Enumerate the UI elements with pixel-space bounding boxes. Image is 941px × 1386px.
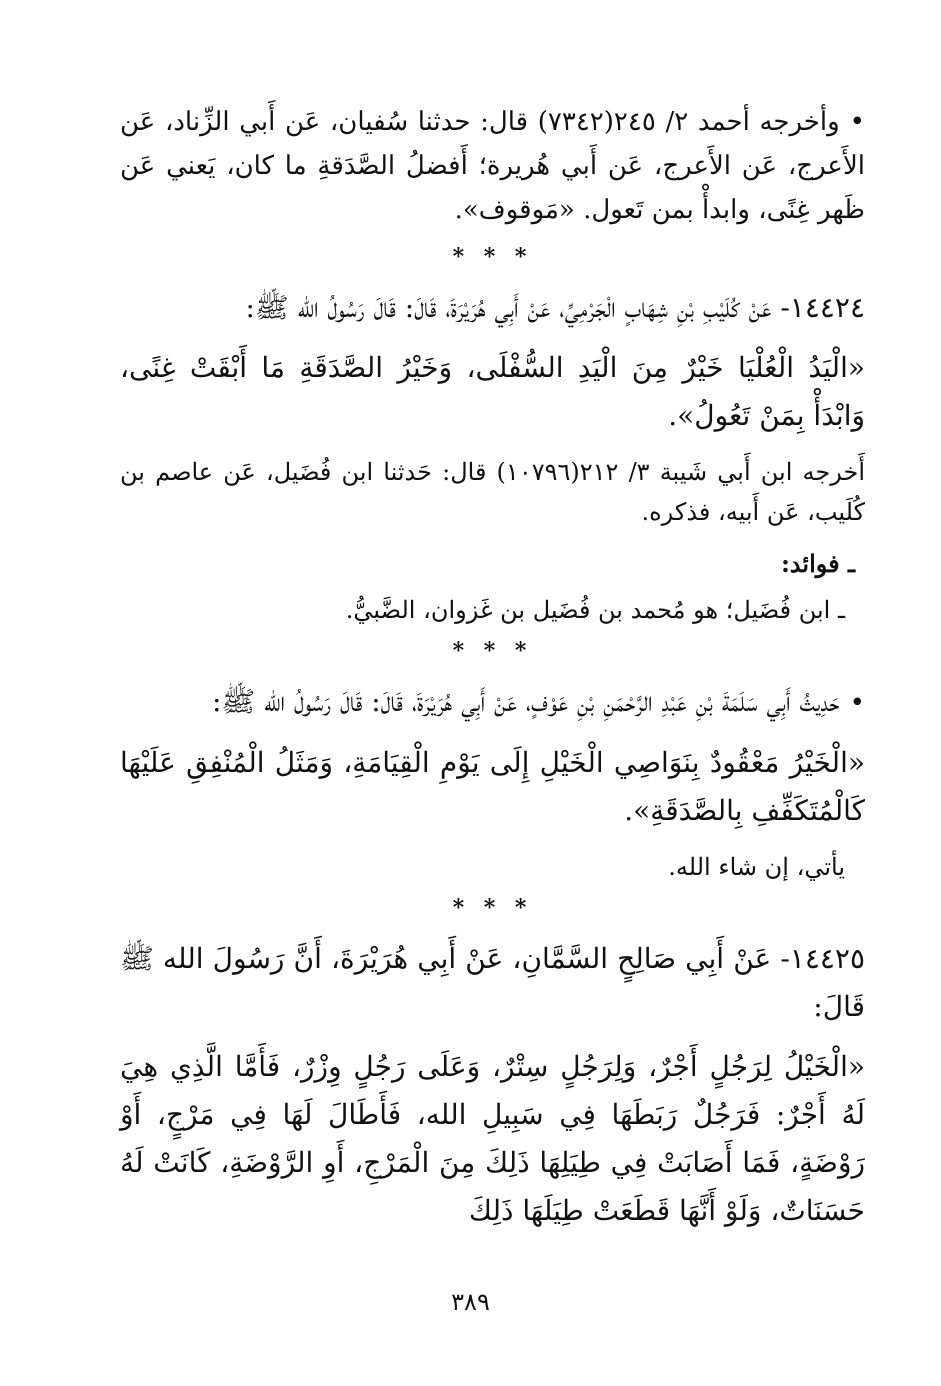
takhrij-ibn-abi-shayba: أَخرجه ابن أَبي شَيبة ٣/ ٢١٢(١٠٧٩٦) قال: حَدثنا ابن فُضَيل، عَن عاصم بن كُلَيب، عَن أَبيه، فذكره.: [120, 458, 865, 526]
hadith-14424-isnad: ١٤٤٢٤- عَنْ كُلَيْبِ بْنِ شِهَابٍ الْجَرْمِيِّ، عَنْ أَبِي هُرَيْرَةَ، قَالَ: قَالَ رَسُولُ الله ﷺ:: [245, 291, 865, 324]
bullet-mark: •: [849, 107, 865, 137]
hadith-14425-isnad: ١٤٤٢٥- عَنْ أَبِي صَالِحٍ السَّمَّانِ، عَنْ أَبِي هُرَيْرَةَ، أَنَّ رَسُولَ الله ﷺ قَالَ:: [120, 942, 865, 1023]
takhrij-ahmad-paragraph: [120, 100, 865, 232]
fawaid-note: ـ ابن فُضَيل؛ هو مُحمد بن فُضَيل بن غَزوان، الضَّبيُّ.: [345, 596, 845, 624]
hadith-abu-salama-matn: «الْخَيْرُ مَعْقُودٌ بِنَوَاصِي الْخَيْلِ إِلَى يَوْمِ الْقِيَامَةِ، وَمَثَلُ الْمُنْفِقِ عَلَيْهَا كَالْمُتَكَفِّفِ بِالصَّدَقَةِ».: [120, 746, 865, 827]
section-separator: * * *: [452, 895, 533, 921]
bullet-mark: •: [849, 688, 865, 718]
fawaid-heading: ـ فوائد:: [780, 549, 855, 578]
hadith-abu-salama-isnad-text: حَدِيثُ أَبِي سَلَمَةَ بْنِ عَبْدِ الرَّحْمَنِ بْنِ عَوْفٍ، عَنْ أَبِي هُرَيْرَةَ، قَالَ: قَالَ رَسُولُ الله ﷺ:: [211, 685, 840, 718]
hadith-abu-salama-isnad: [120, 678, 865, 727]
hadith-14425-matn: «الْخَيْلُ لِرَجُلٍ أَجْرٌ، وَلِرَجُلٍ سِتْرٌ، وَعَلَى رَجُلٍ وِزْرٌ، فَأَمَّا الَّذِي هِيَ لَهُ أَجْرٌ: فَرَجُلٌ رَبَطَهَا فِي سَبِيلِ الله، فَأَطَالَ لَهَا فِي مَرْجٍ، أَوْ رَوْضَةٍ، فَمَا أَصَابَتْ فِي طِيَلِهَا ذَلِكَ مِنَ الْمَرْجِ، أَوِ الرَّوْضَةِ، كَانَتْ لَهُ حَسَنَاتٌ، وَلَوْ أَنَّهَا قَطَعَتْ طِيَلَهَا ذَلِكَ: [120, 1050, 865, 1227]
page-number: ٣٨٩: [451, 1288, 490, 1316]
section-separator: * * *: [452, 638, 533, 664]
cross-reference-note: يأتي، إن شاء الله.: [668, 853, 845, 881]
page-body: [120, 100, 865, 1247]
section-separator: * * *: [452, 244, 533, 270]
takhrij-ahmad-text: وأخرجه أحمد ٢/ ٢٤٥(٧٣٤٢) قال: حدثنا سُفيان، عَن أَبي الزِّناد، عَن الأَعرج، عَن الأَعرج، عَن أَبي هُريرة؛ أَفضلُ الصَّدَقةِ ما كان، يَعني عَن ظَهر غِنًى، وابدأْ بمن تَعول. «مَوقوف».: [120, 107, 865, 225]
hadith-14424-matn: «الْيَدُ الْعُلْيَا خَيْرٌ مِنَ الْيَدِ السُّفْلَى، وَخَيْرُ الصَّدَقَةِ مَا أَبْقَتْ غِنًى، وَابْدَأْ بِمَنْ تَعُولُ».: [120, 351, 865, 432]
